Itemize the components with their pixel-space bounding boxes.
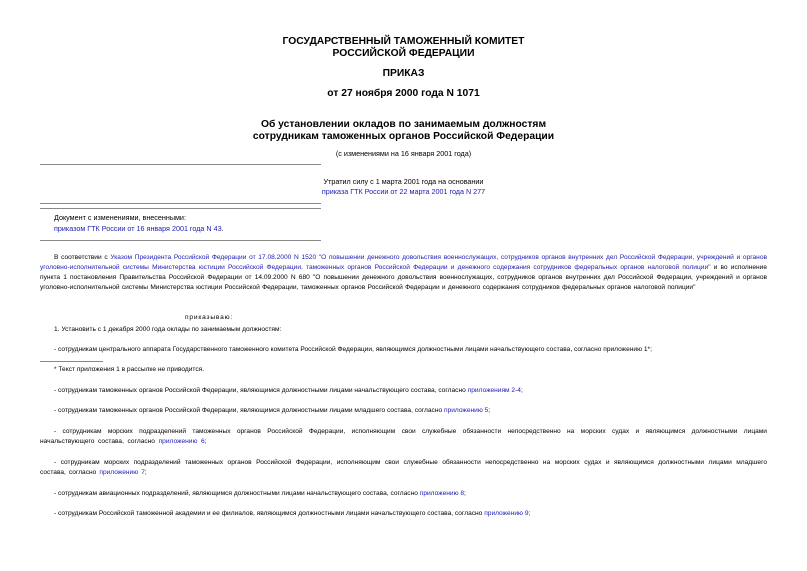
appendix-8-link[interactable]: приложению 8 — [419, 490, 465, 497]
bullet-customs-senior: - сотрудникам таможенных органов Российской Федерации, являющимся должностными лицами начальствующего состава, согласно приложениям 2-4; — [54, 387, 523, 394]
preamble-continuation: и во исполнение пункта 1 постановления Правительства Российской Федерации от 14.09.2000 N 680 "О повышении денежного довольствия военнослужащих, сотрудников органов внутренних дел Российской Федерации, учреждений и органов уголовно-исполнительной системы Министерства юстиции Российской Федерации, таможенных органов Российской Федерации и денежного содержания сотрудников федеральных органов налоговой полиции" — [40, 264, 767, 291]
divider — [40, 240, 321, 241]
preamble-paragraph — [40, 253, 767, 293]
document-type: ПРИКАЗ — [382, 68, 425, 79]
preamble-intro: В соответствии с — [54, 254, 108, 261]
document-title-line2: сотрудникам таможенных органов Российской Федерации — [252, 131, 555, 142]
footnote-divider — [40, 361, 103, 362]
bullet-academy: - сотрудникам Российской таможенной академии и ее филиалов, являющимся должностными лицами начальствующего состава, согласно приложению 9; — [54, 510, 531, 517]
divider — [40, 164, 321, 165]
appendix-9-link[interactable]: приложению 9 — [484, 510, 529, 517]
bullet-marine-senior: - сотрудникам морских подразделений таможенных органов Российской Федерации, исполняющим свои служебные обязанности непосредственно на морских судах и являющимся должностными лицами начальствующего состава, согласно приложению 6; — [40, 428, 767, 445]
amendments-tail: . — [221, 224, 224, 233]
lapse-order-link[interactable]: приказа ГТК России от 22 марта 2001 года N 277 — [321, 187, 486, 196]
appendix-6-link[interactable]: приложению 6 — [158, 438, 205, 445]
bullet-customs-junior: - сотрудникам таможенных органов Российской Федерации, являющимся должностными лицами младшего состава, согласно приложению 5; — [54, 407, 491, 414]
amendment-order-link[interactable]: приказом ГТК России от 16 января 2001 года N 43 — [54, 224, 222, 233]
document-date: от 27 ноября 2000 года N 1071 — [327, 88, 480, 99]
divider — [40, 203, 321, 204]
org-name-line1: ГОСУДАРСТВЕННЫЙ ТАМОЖЕННЫЙ КОМИТЕТ — [282, 36, 525, 47]
bullet-central-office: - сотрудникам центрального аппарата Государственного таможенного комитета Российской Федерации, являющимся должностными лицами начальствующего состава, согласно приложению 1*; — [54, 346, 652, 353]
presidential-decree-link[interactable]: Указом Президента Российской Федерации от 17.08.2000 N 1520 "О повышении денежного довольствия военнослужащих, сотрудников органов внутренних дел Российской Федерации, учреждений и органов уголовно-исполнительной системы Министерства юстиции Российской Федерации, таможенных органов Российской Федерации и денежного содержания сотрудников федеральных органов налоговой полиции" — [40, 254, 767, 271]
footnote: * Текст приложения 1 в рассылке не приводится. — [54, 366, 205, 373]
lapse-note: Утратил силу с 1 марта 2001 года на основании — [323, 177, 484, 186]
amendments-label: Документ с изменениями, внесенными: — [54, 213, 186, 222]
item-1: 1. Установить с 1 декабря 2000 года оклады по занимаемым должностям: — [54, 326, 282, 333]
document-title-line1: Об установлении окладов по занимаемым должностям — [260, 119, 547, 130]
appendix-2-4-link[interactable]: приложениям 2-4 — [467, 387, 521, 394]
appendix-7-link[interactable]: приложению 7 — [99, 469, 145, 476]
appendix-5-link[interactable]: приложению 5 — [444, 407, 489, 414]
lapse-note-link-line — [0, 187, 807, 197]
org-name-line2: РОССИЙСКОЙ ФЕДЕРАЦИИ — [332, 48, 475, 59]
order-word: приказываю: — [185, 314, 233, 321]
bullet-aviation: - сотрудникам авиационных подразделений, являющимся должностными лицами начальствующего состава, согласно приложению 8; — [54, 490, 466, 497]
amendment-note: (с изменениями на 16 января 2001 года) — [335, 149, 472, 158]
amendments-link-line — [54, 224, 224, 234]
bullet-marine-junior: - сотрудникам морских подразделений таможенных органов Российской Федерации, исполняющим свои служебные обязанности непосредственно на морских судах и являющимся должностными лицами младшего состава, согласно приложению 7; — [40, 459, 767, 476]
divider — [40, 208, 321, 209]
